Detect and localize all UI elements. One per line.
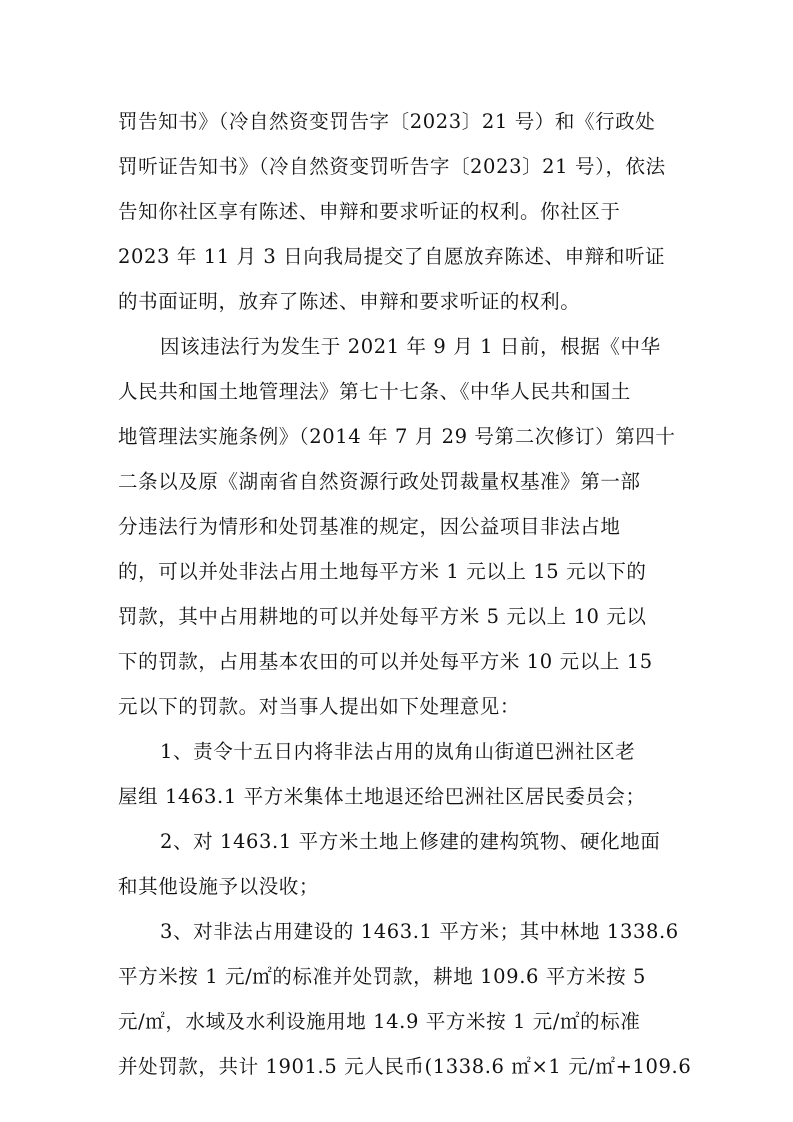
text-line: 罚听证告知书》（冷自然资变罚听告字〔2023〕21 号），依法	[118, 155, 666, 178]
text-line: 罚告知书》（冷自然资变罚告字〔2023〕21 号）和《行政处	[118, 110, 656, 133]
text-line: 平方米按 1 元/㎡的标准并处罚款，耕地 109.6 平方米按 5	[118, 965, 646, 988]
text-line: 的，可以并处非法占用土地每平方米 1 元以上 15 元以下的	[118, 560, 647, 583]
text-line: 和其他设施予以没收；	[118, 875, 320, 898]
text-line: 屋组 1463.1 平方米集体土地退还给巴洲社区居民委员会；	[118, 785, 646, 808]
text-line: 2023 年 11 月 3 日向我局提交了自愿放弃陈述、申辩和听证	[118, 245, 666, 268]
list-item-3: 3、对非法占用建设的 1463.1 平方米；其中林地 1338.6	[160, 920, 679, 943]
text-line: 罚款，其中占用耕地的可以并处每平方米 5 元以上 10 元以	[118, 605, 647, 628]
text-line: 地管理法实施条例》（2014 年 7 月 29 号第二次修订）第四十	[118, 425, 676, 448]
list-item-2: 2、对 1463.1 平方米土地上修建的建构筑物、硬化地面	[160, 830, 661, 853]
text-line: 分违法行为情形和处罚基准的规定，因公益项目非法占地	[118, 515, 621, 538]
list-item-1: 1、责令十五日内将非法占用的岚角山街道巴洲社区老	[160, 740, 636, 763]
text-line: 二条以及原《湖南省自然资源行政处罚裁量权基准》第一部	[118, 470, 641, 493]
text-line: 元/㎡，水域及水利设施用地 14.9 平方米按 1 元/㎡的标准	[118, 1010, 641, 1033]
text-line: 元以下的罚款。对当事人提出如下处理意见：	[118, 695, 521, 718]
text-line: 的书面证明，放弃了陈述、申辩和要求听证的权利。	[118, 290, 581, 313]
text-line: 下的罚款，占用基本农田的可以并处每平方米 10 元以上 15	[118, 650, 653, 673]
text-line: 人民共和国土地管理法》第七十七条、《中华人民共和国土	[118, 380, 631, 403]
text-line: 并处罚款，共计 1901.5 元人民币(1338.6 ㎡×1 元/㎡+109.6	[118, 1055, 692, 1078]
paragraph-first-line: 因该违法行为发生于 2021 年 9 月 1 日前，根据《中华	[160, 335, 661, 358]
text-line: 告知你社区享有陈述、申辩和要求听证的权利。你社区于	[118, 200, 621, 223]
